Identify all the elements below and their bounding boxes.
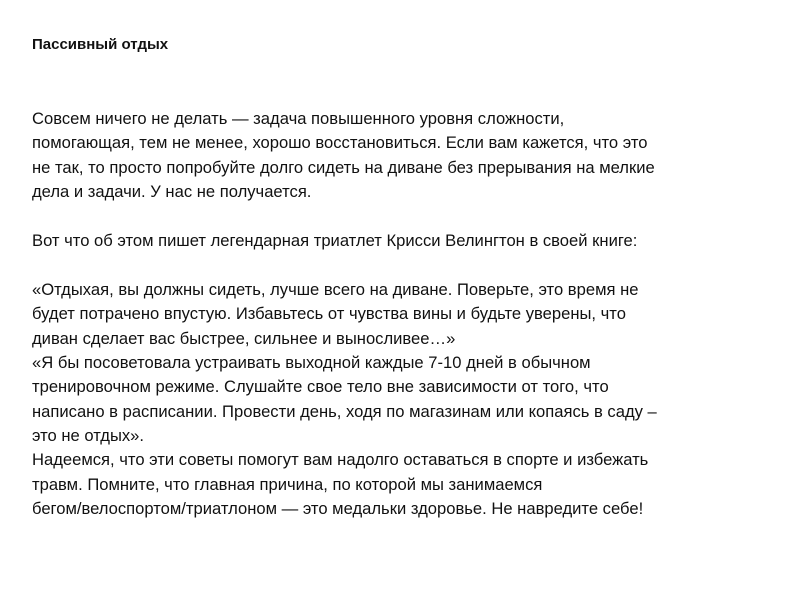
text-line: «Отдыхая, вы должны сидеть, лучше всего на диване. Поверьте, это время не — [32, 279, 639, 299]
quote-second — [32, 351, 777, 449]
paragraph-closing — [32, 448, 777, 521]
text-line: бегом/велоспортом/триатлоном — это медальки здоровье. Не навредите себе! — [32, 499, 644, 519]
page-title: Пассивный отдых — [32, 36, 169, 53]
text-line: Надеемся, что эти советы помогут вам надолго оставаться в спорте и избежать — [32, 450, 649, 470]
paragraph-intro — [32, 107, 777, 205]
text-line: не так, то просто попробуйте долго сидеть на диване без прерывания на мелкие — [32, 157, 655, 177]
body-text — [32, 107, 777, 522]
text-line: травм. Помните, что главная причина, по которой мы занимаемся — [32, 474, 543, 494]
text-line: тренировочном режиме. Слушайте свое тело вне зависимости от того, что — [32, 377, 609, 397]
paragraph-gap — [32, 205, 777, 229]
text-line: Совсем ничего не делать — задача повышенного уровня сложности, — [32, 109, 565, 128]
paragraph-citation-intro — [32, 229, 777, 253]
text-line: диван сделает вас быстрее, сильнее и выносливее…» — [32, 328, 456, 348]
text-line: дела и задачи. У нас не получается. — [32, 182, 312, 202]
text-line: это не отдых». — [32, 426, 145, 446]
text-line: написано в расписании. Провести день, ходя по магазинам или копаясь в саду – — [32, 401, 657, 421]
text-line: помогающая, тем не менее, хорошо восстановиться. Если вам кажется, что это — [32, 133, 648, 153]
text-line: «Я бы посоветовала устраивать выходной каждые 7-10 дней в обычном — [32, 352, 591, 372]
paragraph-gap — [32, 253, 777, 277]
quote-first — [32, 278, 777, 351]
text-line: будет потрачено впустую. Избавьтесь от чувства вины и будьте уверены, что — [32, 304, 626, 324]
text-line: Вот что об этом пишет легендарная триатлет Крисси Велингтон в своей книге: — [32, 230, 638, 250]
